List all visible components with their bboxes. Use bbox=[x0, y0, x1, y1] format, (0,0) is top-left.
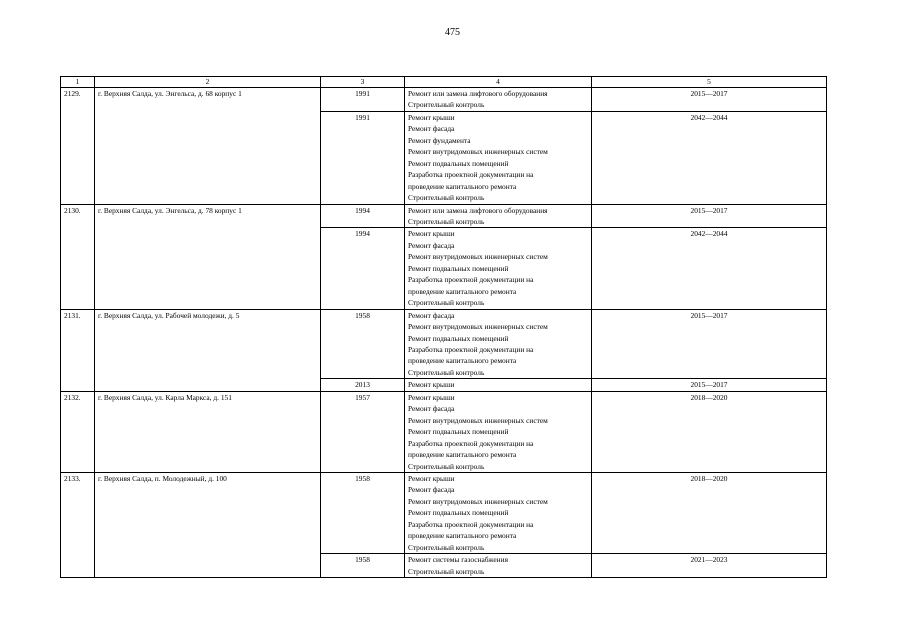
work-item: Ремонт внутридомовых инженерных систем bbox=[408, 322, 548, 332]
works-cell bbox=[405, 309, 592, 379]
table-body bbox=[61, 88, 827, 578]
column-header-1: 1 bbox=[61, 77, 95, 88]
work-item: Ремонт подвальных помещений bbox=[408, 263, 509, 273]
work-item: Ремонт внутридомовых инженерных систем bbox=[408, 147, 548, 157]
works-cell bbox=[405, 111, 592, 204]
column-header-3: 3 bbox=[321, 77, 405, 88]
work-item: Строительный контроль bbox=[408, 461, 485, 471]
work-item: Ремонт фундамента bbox=[408, 135, 471, 145]
table-row bbox=[61, 204, 827, 228]
works-cell bbox=[405, 204, 592, 228]
column-header-4: 4 bbox=[405, 77, 592, 88]
work-item: Ремонт фасада bbox=[408, 404, 455, 414]
work-item: Ремонт крыши bbox=[408, 380, 455, 390]
period-cell: 2018—2020 bbox=[592, 391, 827, 472]
works-cell bbox=[405, 554, 592, 578]
work-item: Ремонт внутридомовых инженерных систем bbox=[408, 415, 548, 425]
repair-schedule-table bbox=[60, 76, 827, 578]
work-item: Ремонт или замена лифтового оборудования bbox=[408, 89, 548, 98]
work-item: проведение капитального ремонта bbox=[408, 181, 517, 191]
year-cell: 1958 bbox=[321, 309, 405, 379]
period-cell: 2015—2017 bbox=[592, 88, 827, 112]
table-row bbox=[61, 88, 827, 112]
work-item: Строительный контроль bbox=[408, 193, 485, 203]
work-item: Ремонт подвальных помещений bbox=[408, 508, 509, 518]
period-cell: 2042—2044 bbox=[592, 228, 827, 309]
page-number: 475 bbox=[445, 27, 460, 38]
work-item: Ремонт крыши bbox=[408, 112, 455, 122]
work-item: проведение капитального ремонта bbox=[408, 531, 517, 541]
work-item: Ремонт фасада bbox=[408, 124, 455, 134]
work-item: Ремонт подвальных помещений bbox=[408, 333, 509, 343]
work-item: Строительный контроль bbox=[408, 566, 485, 576]
work-item: Строительный контроль bbox=[408, 298, 485, 308]
year-cell: 1994 bbox=[321, 204, 405, 228]
work-item: Ремонт внутридомовых инженерных систем bbox=[408, 496, 548, 506]
year-cell: 1958 bbox=[321, 472, 405, 553]
works-cell bbox=[405, 88, 592, 112]
work-item: Разработка проектной документации на bbox=[408, 438, 534, 448]
work-item: Строительный контроль bbox=[408, 100, 485, 110]
work-item: Ремонт крыши bbox=[408, 392, 455, 402]
work-item: Ремонт фасада bbox=[408, 485, 455, 495]
period-cell: 2042—2044 bbox=[592, 111, 827, 204]
work-item: Разработка проектной документации на bbox=[408, 275, 534, 285]
table-row bbox=[61, 391, 827, 472]
work-item: Ремонт фасада bbox=[408, 240, 455, 250]
year-cell: 1994 bbox=[321, 228, 405, 309]
period-cell: 2021—2023 bbox=[592, 554, 827, 578]
works-cell bbox=[405, 379, 592, 391]
year-cell: 1991 bbox=[321, 111, 405, 204]
year-cell: 2013 bbox=[321, 379, 405, 391]
table-row bbox=[61, 309, 827, 379]
row-number-cell: 2131. bbox=[61, 309, 95, 391]
work-item: Ремонт внутридомовых инженерных систем bbox=[408, 252, 548, 262]
work-item: Строительный контроль bbox=[408, 216, 485, 226]
work-item: Разработка проектной документации на bbox=[408, 519, 534, 529]
address-cell: г. Верхняя Салда, ул. Энгельса, д. 78 корпус 1 bbox=[95, 204, 321, 309]
work-item: проведение капитального ремонта bbox=[408, 450, 517, 460]
period-cell: 2018—2020 bbox=[592, 472, 827, 553]
work-item: Строительный контроль bbox=[408, 367, 485, 377]
work-item: Ремонт системы газоснабжения bbox=[408, 555, 508, 565]
period-cell: 2015—2017 bbox=[592, 379, 827, 391]
work-item: Ремонт подвальных помещений bbox=[408, 427, 509, 437]
address-cell: г. Верхняя Салда, ул. Энгельса, д. 68 корпус 1 bbox=[95, 88, 321, 205]
year-cell: 1991 bbox=[321, 88, 405, 112]
row-number-cell: 2130. bbox=[61, 204, 95, 309]
row-number-cell: 2129. bbox=[61, 88, 95, 205]
address-cell: г. Верхняя Салда, ул. Рабочей молодежи, д. 5 bbox=[95, 309, 321, 391]
work-item: Ремонт крыши bbox=[408, 229, 455, 239]
period-cell: 2015—2017 bbox=[592, 309, 827, 379]
address-cell: г. Верхняя Салда, п. Молодежный, д. 100 bbox=[95, 472, 321, 577]
works-cell bbox=[405, 391, 592, 472]
table-row bbox=[61, 472, 827, 553]
work-item: проведение капитального ремонта bbox=[408, 286, 517, 296]
work-item: Разработка проектной документации на bbox=[408, 344, 534, 354]
column-header-2: 2 bbox=[95, 77, 321, 88]
work-item: Разработка проектной документации на bbox=[408, 170, 534, 180]
period-cell: 2015—2017 bbox=[592, 204, 827, 228]
work-item: Строительный контроль bbox=[408, 542, 485, 552]
work-item: Ремонт крыши bbox=[408, 473, 455, 483]
column-header-5: 5 bbox=[592, 77, 827, 88]
work-item: Ремонт или замена лифтового оборудования bbox=[408, 205, 548, 215]
work-item: Ремонт подвальных помещений bbox=[408, 158, 509, 168]
row-number-cell: 2132. bbox=[61, 391, 95, 472]
works-cell bbox=[405, 472, 592, 553]
address-cell: г. Верхняя Салда, ул. Карла Маркса, д. 151 bbox=[95, 391, 321, 472]
row-number-cell: 2133. bbox=[61, 472, 95, 577]
year-cell: 1957 bbox=[321, 391, 405, 472]
work-item: Ремонт фасада bbox=[408, 310, 455, 320]
column-number-row bbox=[61, 77, 827, 88]
work-item: проведение капитального ремонта bbox=[408, 356, 517, 366]
works-cell bbox=[405, 228, 592, 309]
year-cell: 1958 bbox=[321, 554, 405, 578]
